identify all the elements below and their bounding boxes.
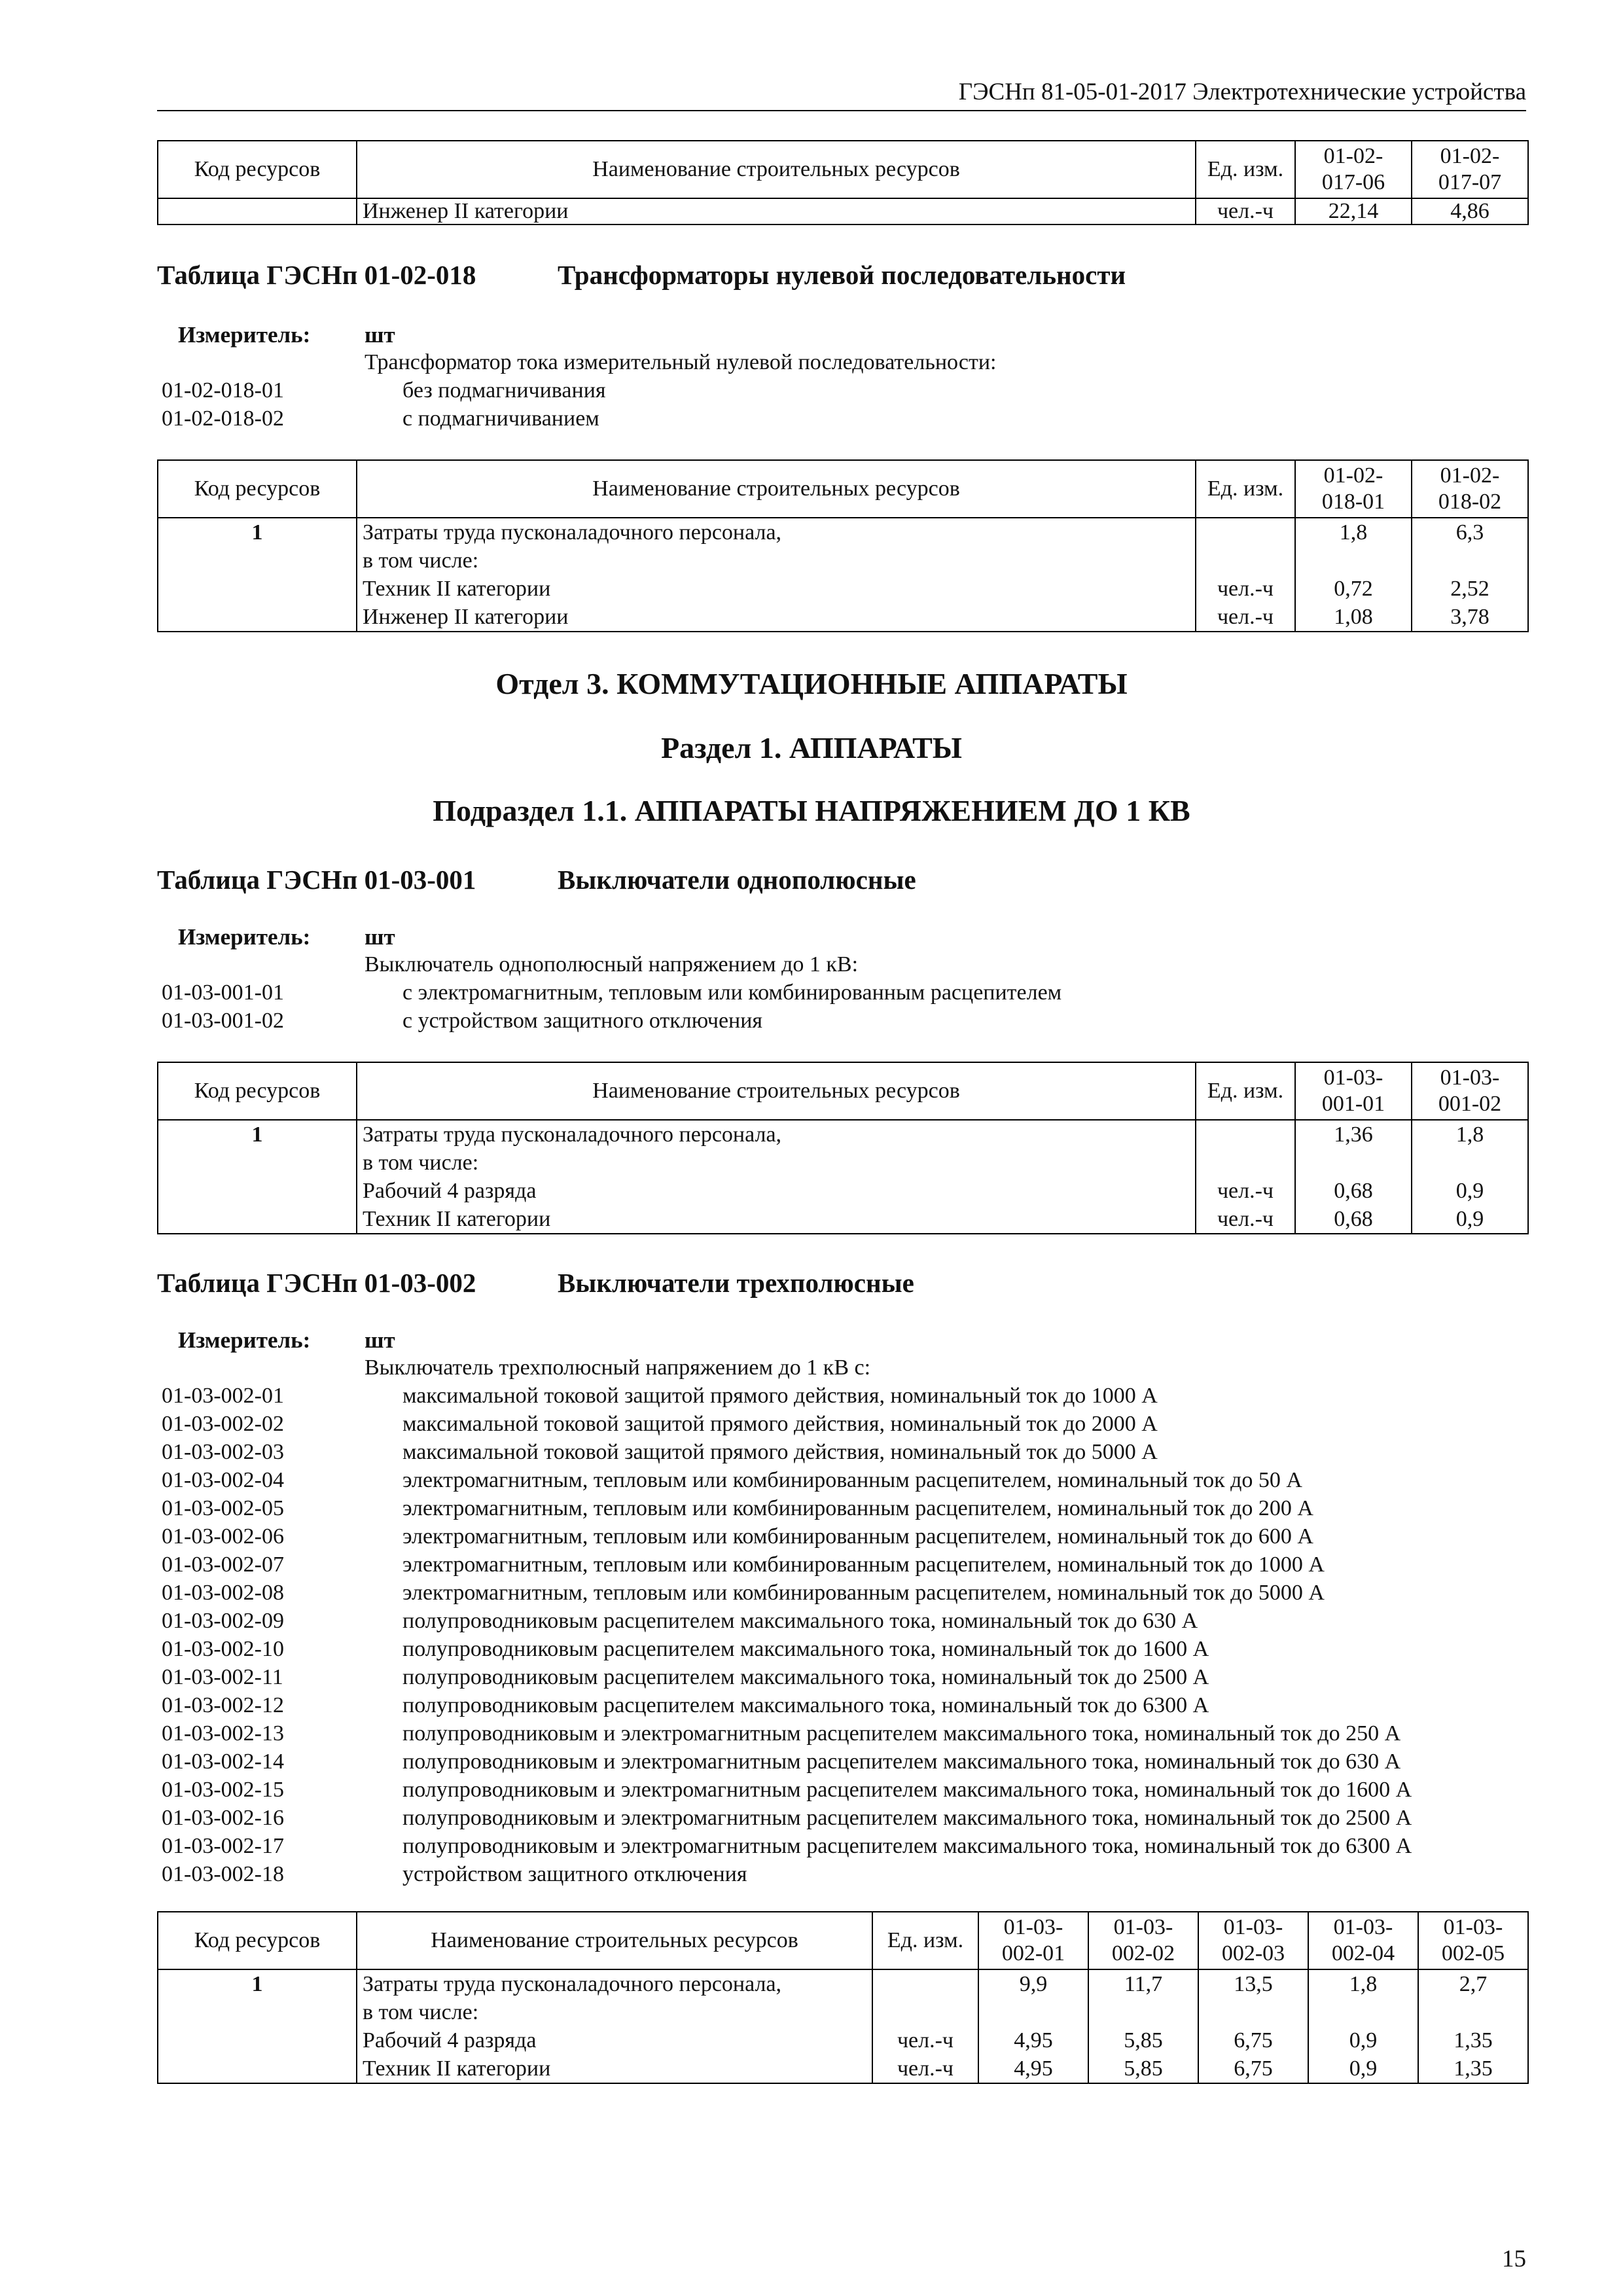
col-norm-header: 01-02- 018-02 xyxy=(1412,460,1528,518)
col-code-header: Код ресурсов xyxy=(158,460,357,518)
measure-unit: шт xyxy=(365,322,395,348)
work-item xyxy=(162,1410,1536,1438)
work-text: устройством защитного отключения xyxy=(402,1862,747,1886)
work-list xyxy=(162,1354,1536,1888)
work-item xyxy=(162,1719,1536,1748)
value-cell: 1,8 0,9 0,9 xyxy=(1412,1120,1528,1234)
work-code: 01-03-002-07 xyxy=(162,1552,284,1577)
work-item xyxy=(162,1804,1536,1832)
work-item xyxy=(162,1382,1536,1410)
work-item xyxy=(162,1579,1536,1607)
table-number: Таблица ГЭСНп 01-03-001 xyxy=(157,865,476,895)
col-unit-header: Ед. изм. xyxy=(872,1912,978,1969)
work-item xyxy=(162,1438,1536,1466)
table-name: Трансформаторы нулевой последовательности xyxy=(558,260,1126,290)
work-code: 01-03-002-03 xyxy=(162,1440,284,1464)
col-norm-header: 01-02- 018-01 xyxy=(1295,460,1412,518)
value-cell: 4,86 xyxy=(1412,198,1528,224)
table-title xyxy=(157,259,1204,292)
col-code-header: Код ресурсов xyxy=(158,1062,357,1120)
value-cell: 22,14 xyxy=(1295,198,1412,224)
unit-cell: чел.-ч чел.-ч xyxy=(872,1969,978,2083)
work-code: 01-03-002-05 xyxy=(162,1496,284,1520)
work-code: 01-03-002-11 xyxy=(162,1665,283,1689)
work-code: 01-02-018-01 xyxy=(162,378,284,403)
work-code: 01-03-002-08 xyxy=(162,1581,284,1605)
measure-unit: шт xyxy=(365,924,395,950)
work-item xyxy=(162,1860,1536,1888)
measure-label: Измеритель: xyxy=(178,924,311,950)
col-norm-header: 01-03- 002-01 xyxy=(978,1912,1088,1969)
work-intro: Трансформатор тока измерительный нулевой последовательности: xyxy=(365,350,997,374)
work-text: полупроводниковым расцепителем максимального тока, номинальный ток до 630 А xyxy=(402,1609,1198,1633)
value-cell: 11,7 5,85 5,85 xyxy=(1088,1969,1198,2083)
table-title xyxy=(157,1267,1204,1300)
work-code: 01-03-002-10 xyxy=(162,1637,284,1661)
section-heading-podrazdel: Подраздел 1.1. АППАРАТЫ НАПРЯЖЕНИЕМ ДО 1 КВ xyxy=(433,794,1190,827)
work-code: 01-03-002-16 xyxy=(162,1806,284,1830)
work-code: 01-03-001-01 xyxy=(162,980,284,1005)
col-unit-header: Ед. изм. xyxy=(1196,460,1295,518)
resource-table-01-02-018 xyxy=(157,459,1529,632)
work-item xyxy=(162,1522,1536,1551)
work-item xyxy=(162,1748,1536,1776)
work-text: электромагнитным, тепловым или комбинированным расцепителем, номинальный ток до 5000 А xyxy=(402,1581,1325,1605)
work-text: полупроводниковым расцепителем максимального тока, номинальный ток до 6300 А xyxy=(402,1693,1209,1717)
measure-label: Измеритель: xyxy=(178,1327,311,1353)
work-code: 01-03-002-18 xyxy=(162,1862,284,1886)
resource-table-01-03-001 xyxy=(157,1062,1529,1234)
work-text: полупроводниковым и электромагнитным расцепителем максимального тока, номинальный ток до 6300 А xyxy=(402,1834,1412,1858)
table-number: Таблица ГЭСНп 01-03-002 xyxy=(157,1268,476,1298)
resource-name-cell: Затраты труда пусконаладочного персонала, в том числе: Рабочий 4 разряда Техник II категории xyxy=(357,1969,872,2083)
work-item xyxy=(162,1466,1536,1494)
table-name: Выключатели трехполюсные xyxy=(558,1268,914,1298)
resource-name-cell: Инженер II категории xyxy=(357,198,1196,224)
col-norm-header: 01-03- 001-02 xyxy=(1412,1062,1528,1120)
col-norm-header: 01-03- 002-04 xyxy=(1308,1912,1418,1969)
col-norm-header: 01-03- 001-01 xyxy=(1295,1062,1412,1120)
value-cell: 1,8 0,72 1,08 xyxy=(1295,518,1412,632)
work-intro: Выключатель однополюсный напряжением до 1 кВ: xyxy=(365,952,859,977)
unit-cell: чел.-ч xyxy=(1196,198,1295,224)
resource-code-cell: 1 xyxy=(158,518,357,632)
work-text: с электромагнитным, тепловым или комбинированным расцепителем xyxy=(402,980,1062,1005)
col-name-header: Наименование строительных ресурсов xyxy=(357,141,1196,198)
work-code: 01-03-002-14 xyxy=(162,1749,284,1774)
work-text: максимальной токовой защитой прямого действия, номинальный ток до 2000 А xyxy=(402,1412,1158,1436)
col-norm-header: 01-02- 017-06 xyxy=(1295,141,1412,198)
work-code: 01-03-002-17 xyxy=(162,1834,284,1858)
work-code: 01-03-002-06 xyxy=(162,1524,284,1549)
work-text: с устройством защитного отключения xyxy=(402,1009,763,1033)
work-code: 01-03-001-02 xyxy=(162,1009,284,1033)
work-text: электромагнитным, тепловым или комбинированным расцепителем, номинальный ток до 50 А xyxy=(402,1468,1302,1492)
work-item xyxy=(162,1607,1536,1635)
col-norm-header: 01-02- 017-07 xyxy=(1412,141,1528,198)
work-item xyxy=(162,1776,1536,1804)
col-name-header: Наименование строительных ресурсов xyxy=(357,1912,872,1969)
work-text: без подмагничивания xyxy=(402,378,606,403)
work-item xyxy=(162,1494,1536,1522)
work-text: электромагнитным, тепловым или комбинированным расцепителем, номинальный ток до 200 А xyxy=(402,1496,1313,1520)
col-norm-header: 01-03- 002-05 xyxy=(1418,1912,1528,1969)
unit-cell: чел.-ч чел.-ч xyxy=(1196,1120,1295,1234)
value-cell: 9,9 4,95 4,95 xyxy=(978,1969,1088,2083)
work-item xyxy=(162,1663,1536,1691)
value-cell: 2,7 1,35 1,35 xyxy=(1418,1969,1528,2083)
work-code: 01-03-002-04 xyxy=(162,1468,284,1492)
value-cell: 1,8 0,9 0,9 xyxy=(1308,1969,1418,2083)
work-text: полупроводниковым расцепителем максимального тока, номинальный ток до 1600 А xyxy=(402,1637,1209,1661)
work-code: 01-03-002-13 xyxy=(162,1721,284,1746)
work-text: полупроводниковым и электромагнитным расцепителем максимального тока, номинальный ток до 630 А xyxy=(402,1749,1401,1774)
table-01-02-017-continuation xyxy=(157,140,1529,225)
value-cell: 6,3 2,52 3,78 xyxy=(1412,518,1528,632)
work-item xyxy=(162,404,1471,433)
work-code: 01-03-002-12 xyxy=(162,1693,284,1717)
work-list xyxy=(162,950,1471,1035)
col-name-header: Наименование строительных ресурсов xyxy=(357,460,1196,518)
work-text: электромагнитным, тепловым или комбинированным расцепителем, номинальный ток до 1000 А xyxy=(402,1552,1325,1577)
work-text: максимальной токовой защитой прямого действия, номинальный ток до 5000 А xyxy=(402,1440,1158,1464)
resource-table-01-03-002 xyxy=(157,1911,1529,2084)
section-heading-razdel: Раздел 1. АППАРАТЫ xyxy=(661,731,962,764)
work-item xyxy=(162,1832,1536,1860)
col-norm-header: 01-03- 002-03 xyxy=(1198,1912,1308,1969)
work-code: 01-03-002-01 xyxy=(162,1384,284,1408)
work-item xyxy=(162,1007,1471,1035)
value-cell: 1,36 0,68 0,68 xyxy=(1295,1120,1412,1234)
work-text: полупроводниковым и электромагнитным расцепителем максимального тока, номинальный ток до 1600 А xyxy=(402,1778,1412,1802)
work-intro: Выключатель трехполюсный напряжением до 1 кВ с: xyxy=(365,1355,871,1380)
work-text: полупроводниковым и электромагнитным расцепителем максимального тока, номинальный ток до 2500 А xyxy=(402,1806,1412,1830)
measure-unit: шт xyxy=(365,1327,395,1353)
col-unit-header: Ед. изм. xyxy=(1196,1062,1295,1120)
section-heading-otdel: Отдел 3. КОММУТАЦИОННЫЕ АППАРАТЫ xyxy=(495,667,1128,700)
resource-code-cell: 1 xyxy=(158,1120,357,1234)
work-list xyxy=(162,348,1471,433)
work-code: 01-03-002-15 xyxy=(162,1778,284,1802)
work-item xyxy=(162,1551,1536,1579)
value-cell: 13,5 6,75 6,75 xyxy=(1198,1969,1308,2083)
resource-name-cell: Затраты труда пусконаладочного персонала, в том числе: Техник II категории Инженер II категории xyxy=(357,518,1196,632)
work-code: 01-03-002-09 xyxy=(162,1609,284,1633)
work-text: полупроводниковым и электромагнитным расцепителем максимального тока, номинальный ток до 250 А xyxy=(402,1721,1401,1746)
unit-cell: чел.-ч чел.-ч xyxy=(1196,518,1295,632)
work-item xyxy=(162,1691,1536,1719)
work-code: 01-02-018-02 xyxy=(162,406,284,431)
table-name: Выключатели однополюсные xyxy=(558,865,916,895)
table-number: Таблица ГЭСНп 01-02-018 xyxy=(157,260,476,290)
col-code-header: Код ресурсов xyxy=(158,141,357,198)
page-number: 15 xyxy=(1502,2246,1526,2272)
work-item xyxy=(162,376,1471,404)
work-text: максимальной токовой защитой прямого действия, номинальный ток до 1000 А xyxy=(402,1384,1158,1408)
resource-code-cell xyxy=(158,198,357,224)
work-text: электромагнитным, тепловым или комбинированным расцепителем, номинальный ток до 600 А xyxy=(402,1524,1313,1549)
col-code-header: Код ресурсов xyxy=(158,1912,357,1969)
running-title: ГЭСНп 81-05-01-2017 Электротехнические устройства xyxy=(958,79,1526,105)
table-title xyxy=(157,864,1204,897)
work-text: полупроводниковым расцепителем максимального тока, номинальный ток до 2500 А xyxy=(402,1665,1209,1689)
work-item xyxy=(162,978,1471,1007)
resource-code-cell: 1 xyxy=(158,1969,357,2083)
measure-label: Измеритель: xyxy=(178,322,311,348)
running-header xyxy=(157,73,1526,111)
work-item xyxy=(162,1635,1536,1663)
col-unit-header: Ед. изм. xyxy=(1196,141,1295,198)
work-code: 01-03-002-02 xyxy=(162,1412,284,1436)
col-norm-header: 01-03- 002-02 xyxy=(1088,1912,1198,1969)
resource-name-cell: Затраты труда пусконаладочного персонала, в том числе: Рабочий 4 разряда Техник II категории xyxy=(357,1120,1196,1234)
work-text: с подмагничиванием xyxy=(402,406,599,431)
col-name-header: Наименование строительных ресурсов xyxy=(357,1062,1196,1120)
